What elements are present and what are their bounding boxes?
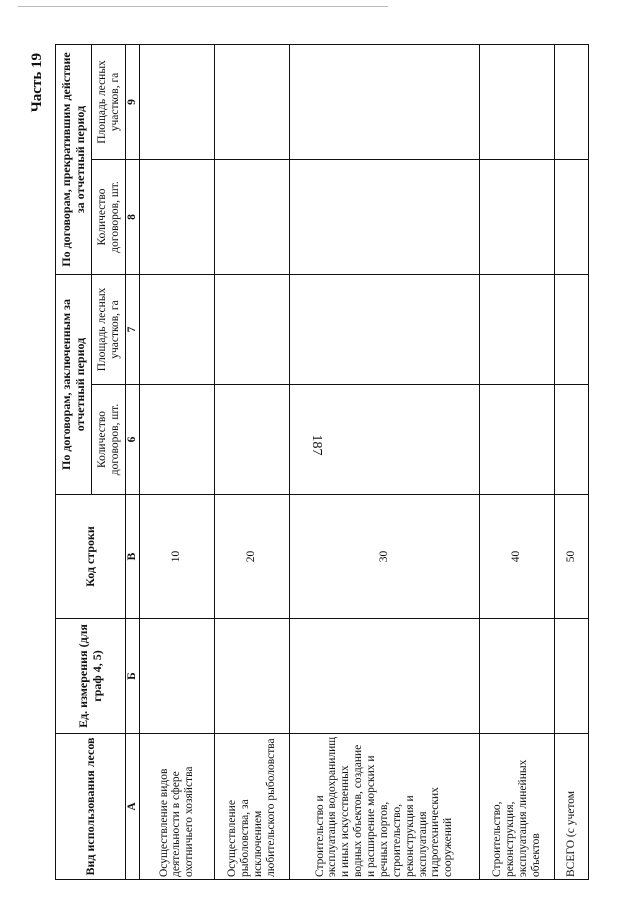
row-name: ВСЕГО (с учетом [554, 734, 588, 880]
concluded-count-cell[interactable] [214, 385, 289, 495]
unit-cell[interactable] [554, 619, 588, 734]
table-row [554, 44, 588, 879]
row-code: 50 [554, 495, 588, 619]
index-cell: А [126, 734, 140, 880]
header-concluded-contracts: По договорам, заключенным за отчетный период [56, 274, 92, 494]
row-name: Строительство, реконструкция, эксплуатация линейных объектов [479, 734, 554, 880]
table-row [479, 44, 554, 879]
header-terminated-area: Площадь лесных участков, га [92, 44, 126, 159]
terminated-count-cell[interactable] [479, 159, 554, 274]
row-code: 10 [139, 495, 214, 619]
concluded-area-cell[interactable] [479, 274, 554, 384]
table-row [289, 44, 479, 879]
index-cell: 7 [126, 274, 140, 384]
terminated-count-cell[interactable] [139, 159, 214, 274]
index-cell: В [126, 495, 140, 619]
terminated-count-cell[interactable] [554, 159, 588, 274]
concluded-area-cell[interactable] [554, 274, 588, 384]
rotated-form-page [25, 35, 620, 905]
terminated-count-cell[interactable] [214, 159, 289, 274]
unit-cell[interactable] [479, 619, 554, 734]
concluded-count-cell[interactable] [554, 385, 588, 495]
part-label: Часть 19 [29, 53, 45, 113]
row-name: Строительство и эксплуатация водохранилищ и иных искусственных водных объектов, создание и расширение морских и речных портов, строительство, реконструкция и эксплуатация гидротехнических сооружений [289, 734, 479, 880]
row-name: Осуществление рыболовства, за исключением любительского рыболовства [214, 734, 289, 880]
header-row-code: Код строки [56, 495, 126, 619]
header-forest-use-type: Вид использования лесов [56, 734, 126, 880]
unit-cell[interactable] [289, 619, 479, 734]
index-cell: 8 [126, 159, 140, 274]
table-row [214, 44, 289, 879]
terminated-area-cell[interactable] [214, 44, 289, 159]
row-name: Осуществление видов деятельности в сфере охотничьего хозяйства [139, 734, 214, 880]
terminated-count-cell[interactable] [289, 159, 479, 274]
header-terminated-contracts: По договорам, прекратившим действие за отчетный период [56, 44, 92, 274]
index-cell: Б [126, 619, 140, 734]
forest-use-contracts-table [55, 44, 589, 880]
concluded-area-cell[interactable] [139, 274, 214, 384]
index-cell: 6 [126, 385, 140, 495]
concluded-area-cell[interactable] [289, 274, 479, 384]
row-code: 30 [289, 495, 479, 619]
table-row [139, 44, 214, 879]
top-edge-line [18, 6, 388, 7]
index-cell: 9 [126, 44, 140, 159]
unit-cell[interactable] [139, 619, 214, 734]
page-number: 187 [309, 434, 324, 456]
header-terminated-count: Количество договоров, шт. [92, 159, 126, 274]
terminated-area-cell[interactable] [479, 44, 554, 159]
unit-cell[interactable] [214, 619, 289, 734]
header-concluded-area: Площадь лесных участков, га [92, 274, 126, 384]
header-concluded-count: Количество договоров, шт. [92, 385, 126, 495]
concluded-count-cell[interactable] [479, 385, 554, 495]
concluded-count-cell[interactable] [139, 385, 214, 495]
terminated-area-cell[interactable] [139, 44, 214, 159]
terminated-area-cell[interactable] [289, 44, 479, 159]
header-unit: Ед. измерения (для граф 4, 5) [56, 619, 126, 734]
concluded-area-cell[interactable] [214, 274, 289, 384]
row-code: 40 [479, 495, 554, 619]
terminated-area-cell[interactable] [554, 44, 588, 159]
row-code: 20 [214, 495, 289, 619]
concluded-count-cell[interactable] [289, 385, 479, 495]
